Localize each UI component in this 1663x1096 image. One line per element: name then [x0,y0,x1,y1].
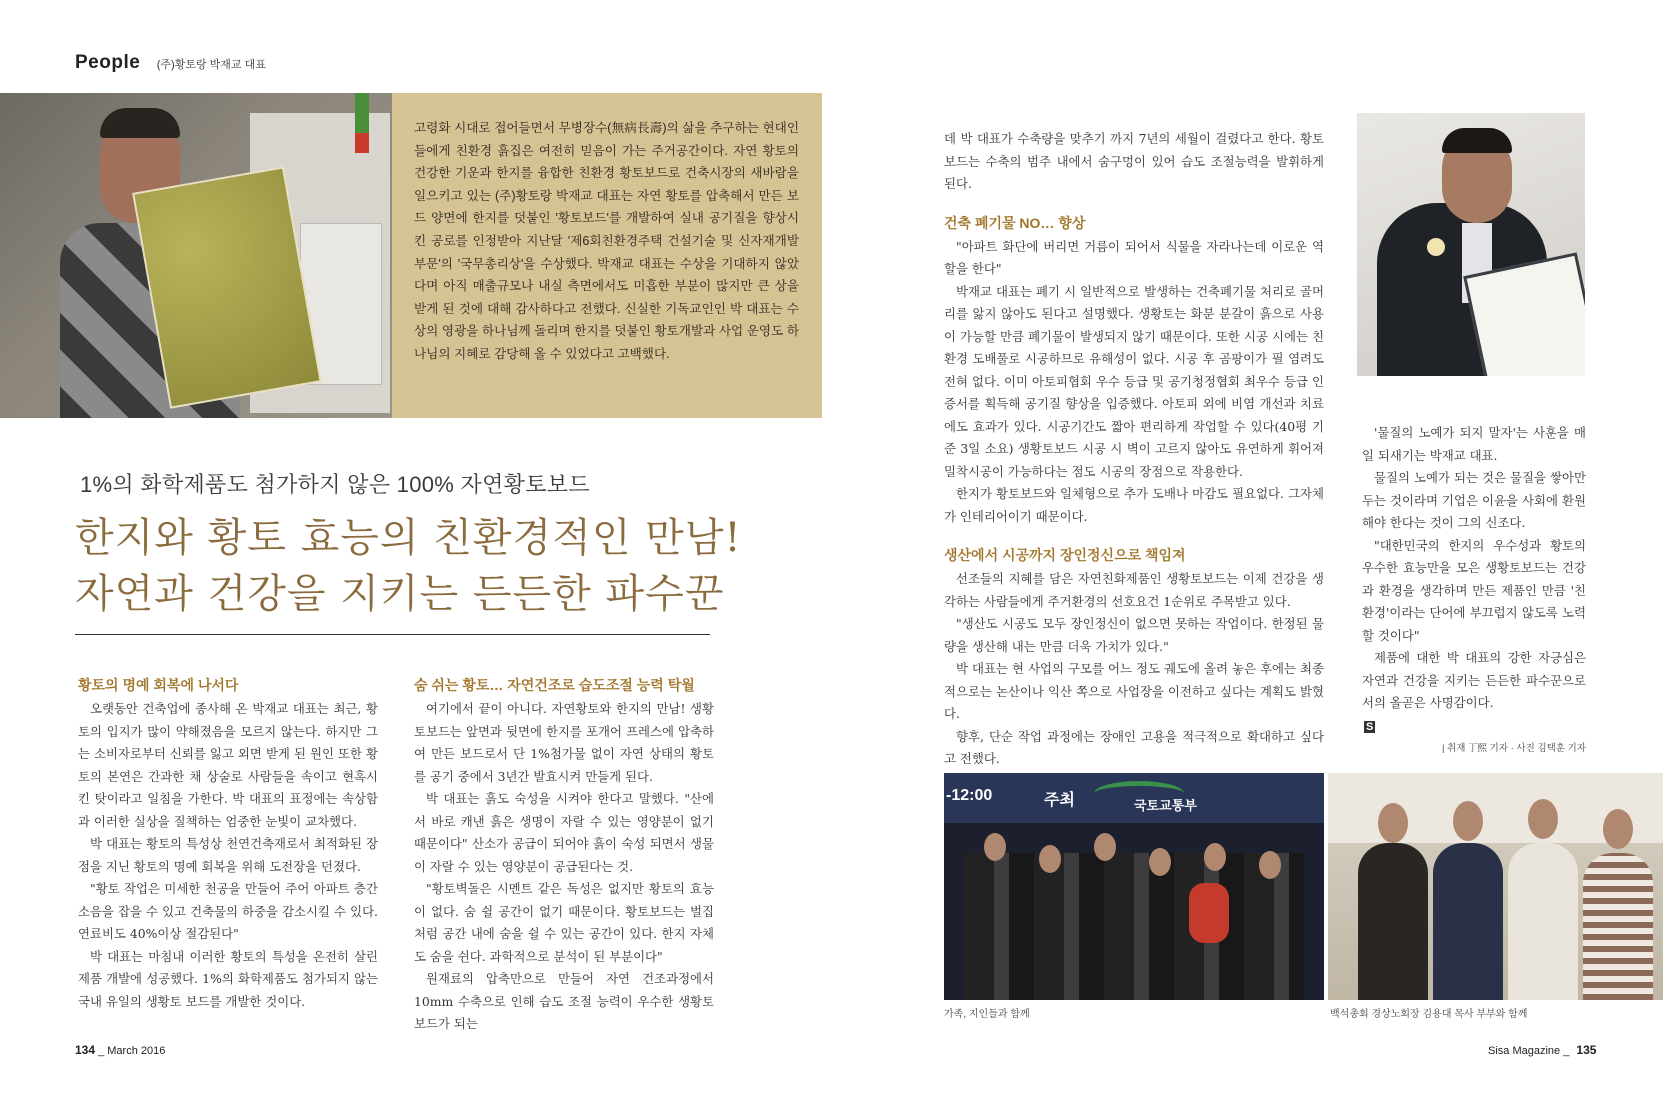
col1-paragraph: 박 대표는 마침내 이러한 황토의 특성을 온전히 살린 제품 개발에 성공했다. 1%의 화학제품도 첨가되지 않는 국내 유일의 생황토 보드를 개발한 것이다. [78,948,378,1009]
footer-right [1488,1043,1596,1057]
headline-rule [75,634,710,635]
col2-paragraph: 여기에서 끝이 아니다. 자연황토와 한지의 만남! 생황토보드는 앞면과 뒷면에 한지를 포개어 프레스에 압축하여 만든 보드로서 단 1%첨가물 없이 자연 상태의 황토를 공기 중에서 3년간 발효시켜 만들게 된다. [414,701,714,784]
column-1 [78,674,378,1013]
footer-left [75,1043,165,1057]
caption-photo-1: 가족, 지인들과 함께 [944,1009,1030,1020]
col1-paragraph: "황토 작업은 미세한 천공을 만들어 주어 아파트 층간소음을 잡을 수 있고 건축물의 하중을 감소시킬 수 있다. 연료비도 40%이상 절감된다" [78,881,378,941]
column-3 [944,128,1324,771]
col1-heading: 황토의 명예 회복에 나서다 [78,677,239,693]
col4-paragraph: '물질의 노예가 되지 말자'는 사훈을 매일 되새기는 박재교 대표. [1362,425,1586,463]
col4-paragraph: 물질의 노예가 되는 것은 물질을 쌓아만 두는 것이라며 기업은 이윤을 사회에 환원해야 한다는 것이 그의 신조다. [1362,470,1586,530]
page-number-right: 135 [1576,1043,1597,1057]
section-label: People [75,52,141,73]
magazine-name: Sisa Magazine _ [1488,1045,1570,1057]
col1-paragraph: 오랫동안 건축업에 종사해 온 박재교 대표는 최근, 황토의 입지가 많이 약해졌음을 모르지 않는다. 하지만 그는 소비자로부터 신뢰를 잃고 외면 받게 된 원인 또한 황토의 본연은 간과한 채 상술로 사람들을 속이고 현혹시킨 탓이라고 일침을 가한다. 박 대표의 표정에는 속상함과 이러한 실상을 질책하는 엄중한 눈빛이 교차했다. [78,701,378,829]
col3-paragraph: "아파트 화단에 버리면 거름이 되어서 식물을 자라나는데 이로운 역할을 한다" [944,238,1324,276]
group-photo-pastor [1328,773,1663,1000]
issue-date: _ March 2016 [98,1045,166,1057]
col3-heading-2: 생산에서 시공까지 장인정신으로 책임져 [944,547,1186,563]
headline-kicker: 1%의 화학제품도 첨가하지 않은 100% 자연황토보드 [80,472,590,497]
col3-heading-1: 건축 폐기물 NO… 향상 [944,214,1086,231]
col4-paragraph: 제품에 대한 박 대표의 강한 자긍심은 자연과 건강을 지키는 든든한 파수꾼으로서의 올곧은 사명감이다. [1362,650,1586,710]
banner-ministry: 국토교통부 [1134,798,1197,813]
col3-paragraph: 한지가 황토보드와 일체형으로 추가 도배나 마감도 필요없다. 그자체가 인테리어이기 때문이다. [944,486,1324,524]
banner-host: 주최 [1044,792,1075,809]
headline-title-1: 한지와 황토 효능의 친환경적인 만남! [75,515,742,561]
col3-paragraph: 향후, 단순 작업 과정에는 장애인 고용을 적극적으로 확대하고 싶다고 전했다. [944,728,1324,766]
photo-credit: | 취재 丁熙 기자 · 사진 김택훈 기자 [1441,742,1586,754]
col3-paragraph: "생산도 시공도 모두 장인정신이 없으면 못하는 작업이다. 한정된 물량을 생산해 내는 만큼 더욱 가치가 있다." [944,616,1324,654]
col4-paragraph: "대한민국의 한지의 우수성과 황토의 우수한 효능만을 모은 생황토보드는 건강과 환경을 생각하며 만든 제품인 만큼 '친환경'이라는 단어에 부끄럽지 않도록 노력할 것이다" [1362,537,1586,643]
page-number-left: 134 [75,1043,96,1057]
headline-title-2: 자연과 건강을 지키는 든든한 파수꾼 [75,571,725,617]
col3-paragraph: 박재교 대표는 폐기 시 일반적으로 발생하는 건축폐기물 처리로 골머리를 앓지 않아도 된다고 설명했다. 생황토는 화분 분갈이 흙으로 사용이 가능할 만큼 폐기물이 발생되지 않기 때문이다. 또한 시공 시에는 친환경 도배풀로 시공하므로 유해성이 없다. 시공 후 곰팡이가 필 염려도 전혀 없다. 이미 아토피협회 우수 등급 및 공기청정협회 최우수 등급 인증서를 획득해 공기질 향상을 입증했다. 아토피 외에 비염 개선과 치료에도 효과가 있다. 시공기간도 짧아 편리하게 작업할 수 있다(40평 기준 3일 소요) 생황토보드 시공 시 벽이 고르지 않아도 유연하게 휘어져 밀착시공이 가능하다는 점도 시공의 장점으로 작용한다. [944,283,1324,479]
section-header [75,52,266,74]
group-photo-family [944,773,1324,1000]
end-mark: S [1366,720,1374,733]
col2-paragraph: "황토벽돌은 시멘트 같은 독성은 없지만 황토의 효능이 없다. 숨 쉴 공간이 없기 때문이다. 황토보드는 벌집처럼 공간 내에 숨을 쉴 수 있는 공간이 있다. 한지 자체도 숨을 쉰다. 과학적으로 분석이 된 부분이다" [414,881,714,964]
portrait-photo-board [0,93,392,418]
section-subtitle: (주)황토랑 박재교 대표 [156,59,266,71]
column-4 [1362,422,1586,754]
column-2 [414,674,714,1036]
col3-lead: 데 박 대표가 수축량을 맞추기 까지 7년의 세월이 걸렸다고 한다. 황토보드는 수축의 범주 내에서 숨구멍이 있어 습도 조절능력을 발휘하게 된다. [944,131,1324,191]
col1-paragraph: 박 대표는 황토의 특성상 천연건축재로서 최적화된 장점을 지닌 황토의 명예 회복을 위해 도전장을 던졌다. [78,836,378,874]
col2-heading: 숨 쉬는 황토… 자연건조로 습도조절 능력 탁월 [414,677,695,693]
award-portrait-photo [1357,113,1585,376]
banner-number: -12:00 [946,787,993,804]
col3-paragraph: 선조들의 지혜를 담은 자연친화제품인 생황토보드는 이제 건강을 생각하는 사람들에게 주거환경의 선호요건 1순위로 주목받고 있다. [944,571,1324,609]
col2-paragraph: 박 대표는 흙도 숙성을 시켜야 한다고 말했다. "산에서 바로 캐낸 흙은 생명이 자랄 수 있는 영양분이 없기 때문이다" 산소가 공급이 되어야 흙이 숙성 되면서 생물이 자랄 수 있는 영양분이 공급된다는 것. [414,791,714,874]
col3-paragraph: 박 대표는 현 사업의 구모를 어느 정도 궤도에 올려 놓은 후에는 최종적으로는 논산이나 익산 쪽으로 사업장을 이전하고 싶다는 계획도 밝혔다. [944,661,1324,721]
caption-photo-2: 백석총회 경상노회장 김용대 목사 부부와 함께 [1330,1009,1528,1020]
col2-paragraph: 원재료의 압축만으로 만들어 자연 건조과정에서 10mm 수축으로 인해 습도 조절 능력이 우수한 생황토보드가 되는 [414,971,714,1031]
intro-box [392,93,822,418]
intro-text: 고령화 시대로 접어들면서 무병장수(無病長壽)의 삶을 추구하는 현대인들에게 친환경 흙집은 여전히 믿음이 가는 주거공간이다. 자연 황토의 건강한 기운과 한지를 융합한 친환경 황토보드로 건축시장의 새바람을 일으키고 있는 (주)황토랑 박재교 대표는 자연 황토를 압축해서 만든 보드 양면에 한지를 덧붙인 '황토보드'를 개발하여 실내 공기질을 향상시킨 공로를 인정받아 지난달 '제6회친환경주택 건설기술 및 신자재개발부문'의 '국무총리상'을 수상했다. 박재교 대표는 수상을 기대하지 않았다며 아직 매출규모나 내실 측면에서도 미흡한 부분이 많지만 큰 상을 받게 된 것에 대해 감사하다고 전했다. 신실한 기독교인인 박 대표는 수상의 영광을 하나님께 돌리며 한지를 덧붙인 황토개발과 사업 운영도 하나님의 지혜로 감당해 올 수 있었다고 고백했다. [414,121,799,361]
